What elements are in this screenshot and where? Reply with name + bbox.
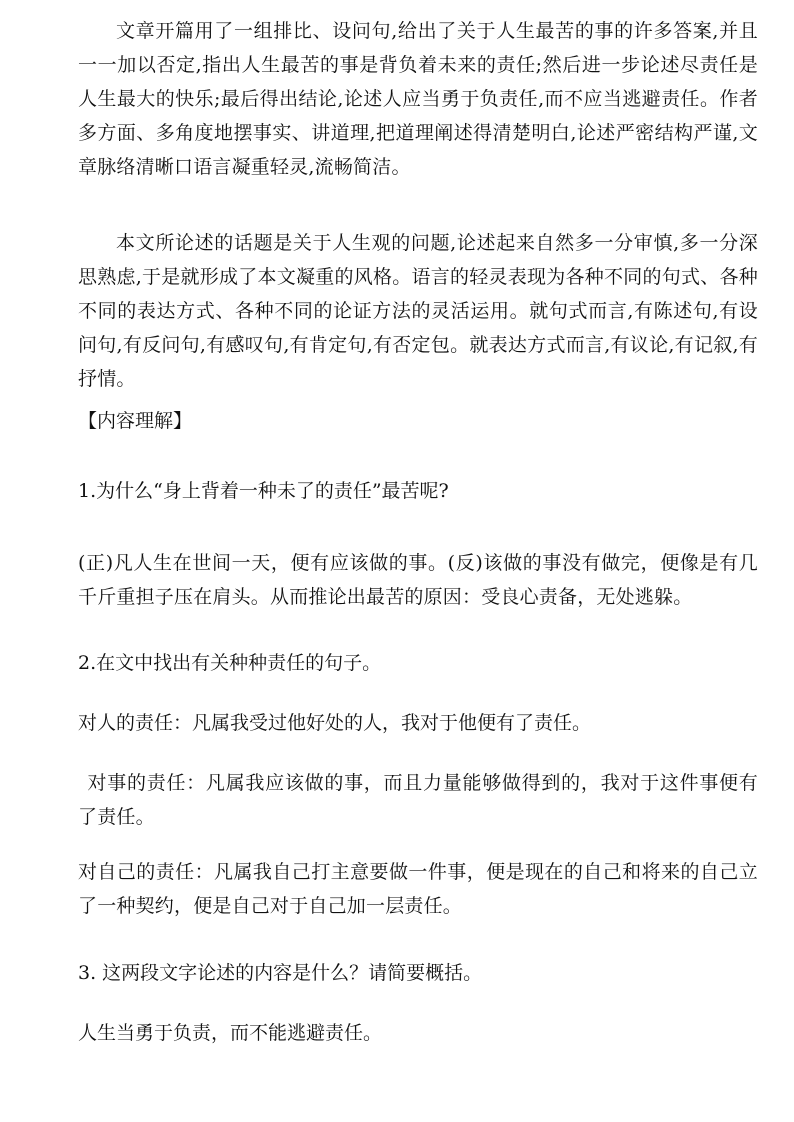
question-2: 2.在文中找出有关种种责任的句子。 <box>78 652 382 674</box>
answer-2-responsibility-to-things: 对事的责任：凡属我应该做的事，而且力量能够做得到的，我对于这件事便有了责任。 <box>78 772 758 828</box>
paragraph-analysis-structure: 文章开篇用了一组排比、设问句,给出了关于人生最苦的事的许多答案,并且一一加以否定,指出人生最苦的事是背负着未来的责任;然后进一步论述尽责任是人生最大的快乐;最后得出结论,论述人应当勇于负责任,而不应当逃避责任。作者多方面、多角度地摆事实、讲道理,把道理阐述得清楚明白,论述严密结构严谨,文章脉络清晰口语言凝重轻灵,流畅简洁。 <box>78 20 758 178</box>
question-1: 1.为什么“身上背着一种未了的责任”最苦呢? <box>78 480 449 502</box>
answer-3: 人生当勇于负责，而不能逃避责任。 <box>78 1022 383 1044</box>
answer-2-responsibility-to-self: 对自己的责任：凡属我自己打主意要做一件事，便是现在的自己和将来的自己立了一种契约，便是自己对于自己加一层责任。 <box>78 861 758 917</box>
question-3: 3. 这两段文字论述的内容是什么？请简要概括。 <box>78 962 483 984</box>
answer-1: (正)凡人生在世间一天，便有应该做的事。(反)该做的事没有做完，便像是有几千斤重担子压在肩头。从而推论出最苦的原因：受良心责备，无处逃躲。 <box>78 552 758 608</box>
paragraph-analysis-style: 本文所论述的话题是关于人生观的问题,论述起来自然多一分审慎,多一分深思熟虑,于是就形成了本文凝重的风格。语言的轻灵表现为各种不同的句式、各种不同的表达方式、各种不同的论证方法的灵活运用。就句式而言,有陈述句,有设问句,有反问句,有感叹句,有肯定句,有否定包。就表达方式而言,有议论,有记叙,有抒情。 <box>78 232 758 390</box>
answer-2-responsibility-to-people: 对人的责任：凡属我受过他好处的人，我对于他便有了责任。 <box>78 712 592 734</box>
section-title-content-understanding: 【内容理解】 <box>78 410 193 432</box>
